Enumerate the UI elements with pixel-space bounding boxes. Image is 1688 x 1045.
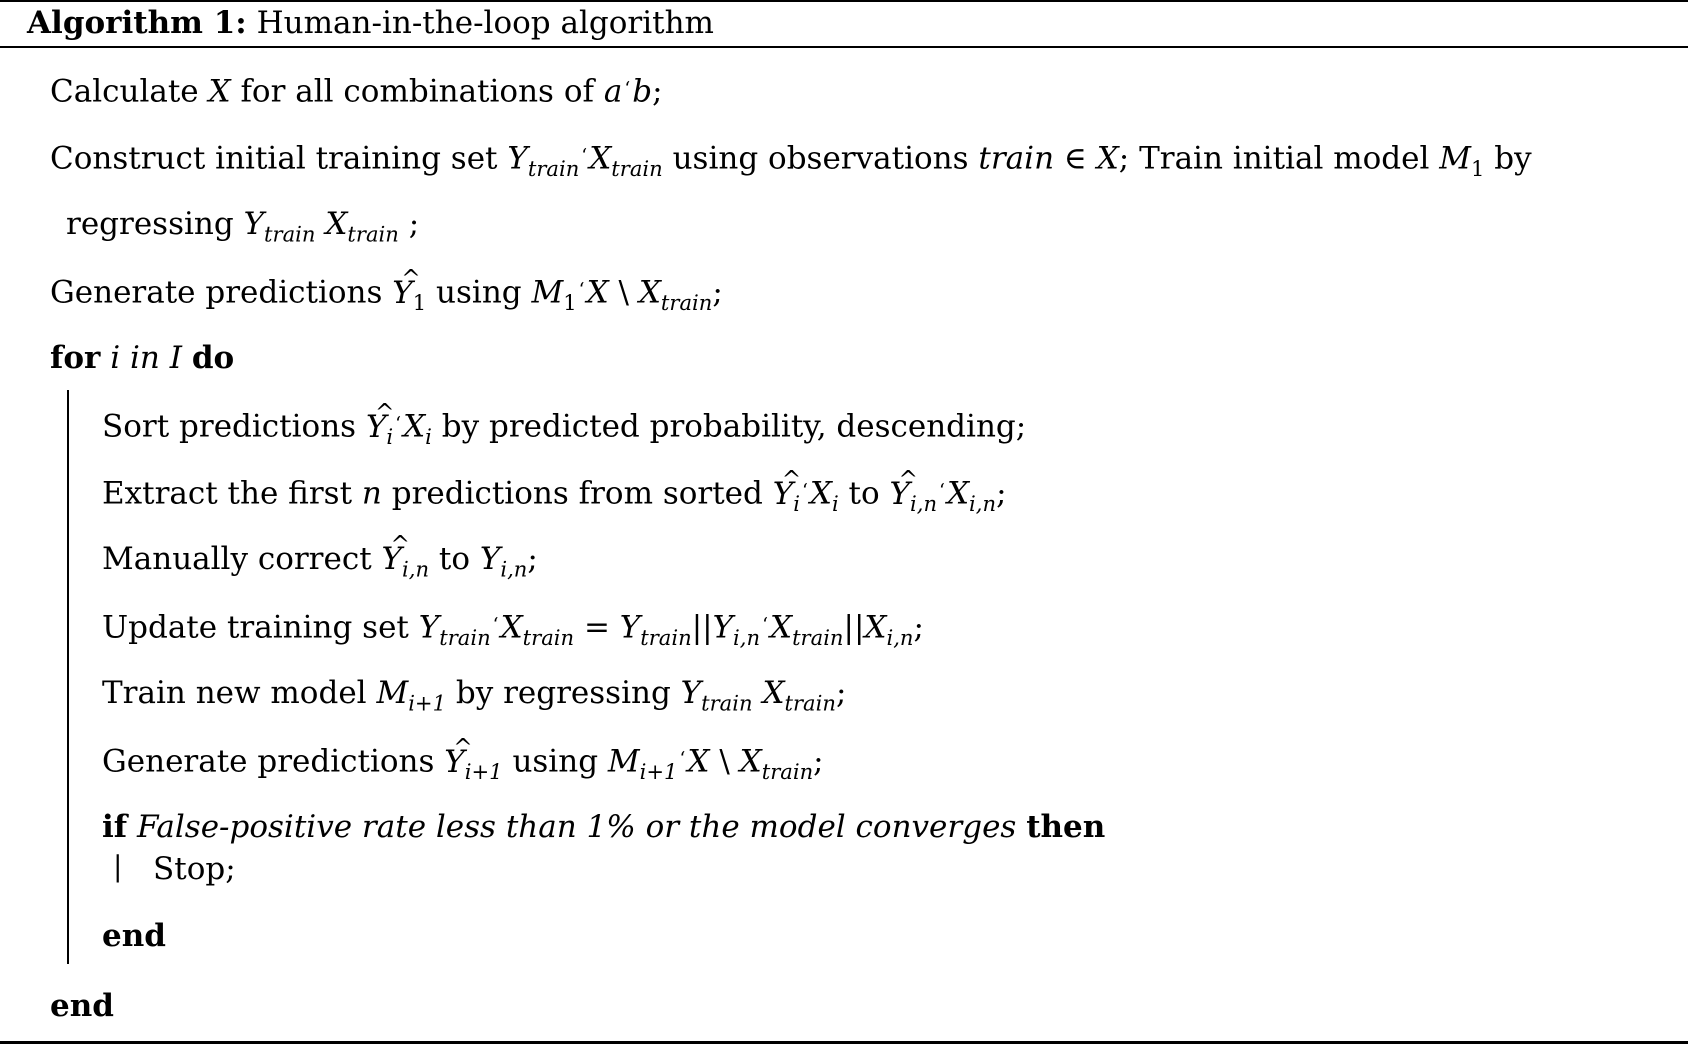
line-end-if: end xyxy=(102,918,166,954)
line-manually-correct: Manually correct ^ $Y_{i,n}$ to $Y_{i,n}$; xyxy=(102,539,538,579)
algorithm-label: Algorithm 1: xyxy=(27,5,247,41)
title-rule xyxy=(0,46,1688,48)
line-stop: Stop; xyxy=(153,851,236,887)
if-bar: | xyxy=(113,850,123,883)
line-construct: Construct initial training set $Y_{train}$ $^‘X_{train}$ using observations train ∈ X; Train initial model $M_1$ by xyxy=(50,140,1532,181)
line-if: if False-positive rate less than 1% or the model converges then xyxy=(102,809,1106,845)
bottom-rule xyxy=(0,1041,1688,1044)
line-sort: Sort predictions ^ $Y_i$ $^‘X_i$ by predicted probability, descending; xyxy=(102,405,1026,447)
line-train-new: Train new model $M_{i+1}$ by regressing $Y_{train}$ $X_{train}$; xyxy=(102,675,847,716)
algorithm-title xyxy=(27,5,714,41)
line-update: Update training set $Y_{train}$ $^‘X_{train} = Y_{train}||Y_{i,n}$ $^‘X_{train}||X_{i,n}$; xyxy=(102,609,924,650)
line-extract: Extract the first n predictions from sorted ^ $Y_i$ $^‘X_i$ to ^ $Y_{i,n}$ $^‘X_{i,n}$; xyxy=(102,472,1007,514)
line-end-for: end xyxy=(50,988,114,1024)
loop-bar xyxy=(67,390,69,964)
line-calculate: Calculate X for all combinations of a ‘b; xyxy=(50,73,663,110)
top-rule xyxy=(0,0,1688,2)
line-regressing: regressing $Y_{train}$ $X_{train}$ ; xyxy=(66,206,420,247)
line-for: for i in I do xyxy=(50,340,235,376)
line-generate-next: Generate predictions ^ $Y_{i+1}$ using $M_{i+1}$ ‘X \ $X_{train}$; xyxy=(102,740,824,782)
algorithm-name: Human-in-the-loop algorithm xyxy=(256,5,714,41)
line-generate-initial: Generate predictions ^ $Y_1$ using $M_1$ ‘X \ $X_{train}$; xyxy=(50,271,723,313)
